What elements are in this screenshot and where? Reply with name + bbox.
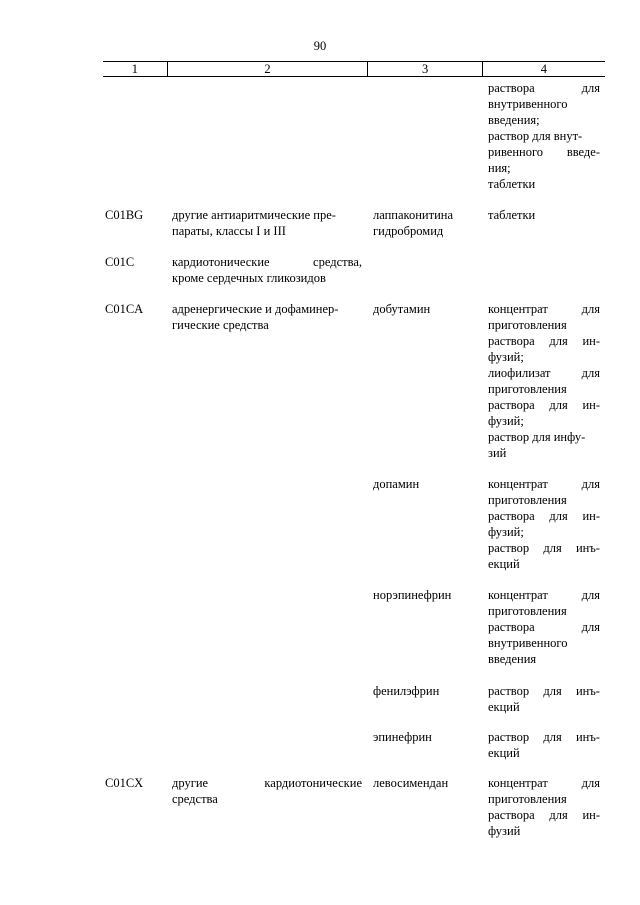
drug-line: левосимендан: [373, 776, 449, 790]
atc-code: C01CX: [105, 776, 144, 790]
drug-line: допамин: [373, 477, 420, 491]
drug-line: добутамин: [373, 302, 431, 316]
form-line: концентрат для: [488, 776, 600, 790]
form-line: зий: [488, 446, 507, 460]
form-line: приготовления: [488, 318, 567, 332]
table-header: [103, 61, 605, 77]
atc-group: [172, 301, 362, 333]
form-line: екций: [488, 557, 520, 571]
atc-group: [172, 775, 362, 807]
form-line: раствора для: [488, 81, 600, 95]
form-line: раствора для ин-: [488, 808, 600, 822]
atc-code: C01CA: [105, 302, 144, 316]
form-line: фузий;: [488, 525, 524, 539]
drug-name: [373, 587, 483, 603]
atc-group: [172, 207, 362, 239]
form-line: фузий;: [488, 414, 524, 428]
drug-name: [373, 207, 483, 239]
form-line: приготовления: [488, 604, 567, 618]
form-line: ривенного введе-: [488, 145, 600, 159]
form-line: концентрат для: [488, 477, 600, 491]
form-line: фузий;: [488, 350, 524, 364]
form-line: приготовления: [488, 493, 567, 507]
drug-name: [373, 476, 483, 492]
dosage-forms: [488, 476, 600, 572]
form-line: екций: [488, 700, 520, 714]
drug-name: [373, 775, 483, 791]
form-line: раствора для ин-: [488, 398, 600, 412]
continuation-dosage-forms: [488, 80, 600, 192]
group-line: кроме сердечных гликозидов: [172, 271, 326, 285]
form-line: раствор для инфу-: [488, 430, 586, 444]
header-col-1: 1: [103, 62, 168, 76]
form-line: лиофилизат для: [488, 366, 600, 380]
dosage-forms: [488, 587, 600, 667]
form-line: раствор для инъ-: [488, 684, 600, 698]
drug-line: эпинефрин: [373, 730, 432, 744]
drug-name: [373, 683, 483, 699]
form-line: внутривенного: [488, 636, 568, 650]
form-line: раствор для инъ-: [488, 541, 600, 555]
form-line: фузий: [488, 824, 521, 838]
form-line: приготовления: [488, 792, 567, 806]
header-col-3: 3: [368, 62, 482, 76]
dosage-forms: [488, 301, 600, 461]
form-line: концентрат для: [488, 302, 600, 316]
form-line: введения;: [488, 113, 540, 127]
form-line: раствор для внут-: [488, 129, 583, 143]
group-line: другие кардиотонические: [172, 776, 362, 790]
form-line: ния;: [488, 161, 511, 175]
group-line: другие антиаритмические пре-: [172, 208, 336, 222]
drug-line: гидробромид: [373, 224, 444, 238]
form-line: таблетки: [488, 208, 536, 222]
form-line: екций: [488, 746, 520, 760]
form-line: раствора для: [488, 620, 600, 634]
dosage-forms: [488, 683, 600, 715]
header-col-4: 4: [540, 62, 547, 76]
drug-name: [373, 729, 483, 745]
group-line: адренергические и дофаминер-: [172, 302, 339, 316]
drug-line: лаппаконитина: [373, 208, 454, 222]
form-line: раствор для инъ-: [488, 730, 600, 744]
header-col-2: 2: [168, 62, 369, 76]
atc-code: C01C: [105, 255, 135, 269]
dosage-forms: [488, 729, 600, 761]
dosage-forms: [488, 207, 600, 223]
page-number: 90: [313, 39, 327, 53]
form-line: приготовления: [488, 382, 567, 396]
atc-code: C01BG: [105, 208, 144, 222]
form-line: таблетки: [488, 177, 536, 191]
drug-name: [373, 301, 483, 317]
group-line: параты, классы I и III: [172, 224, 286, 238]
drug-line: норэпинефрин: [373, 588, 452, 602]
form-line: раствора для ин-: [488, 334, 600, 348]
form-line: раствора для ин-: [488, 509, 600, 523]
form-line: концентрат для: [488, 588, 600, 602]
form-line: введения: [488, 652, 537, 666]
group-line: средства: [172, 792, 218, 806]
dosage-forms: [488, 775, 600, 839]
group-line: гические средства: [172, 318, 269, 332]
form-line: внутривенного: [488, 97, 568, 111]
drug-line: фенилэфрин: [373, 684, 440, 698]
atc-group: [172, 254, 362, 286]
group-line: кардиотонические средства,: [172, 255, 362, 269]
